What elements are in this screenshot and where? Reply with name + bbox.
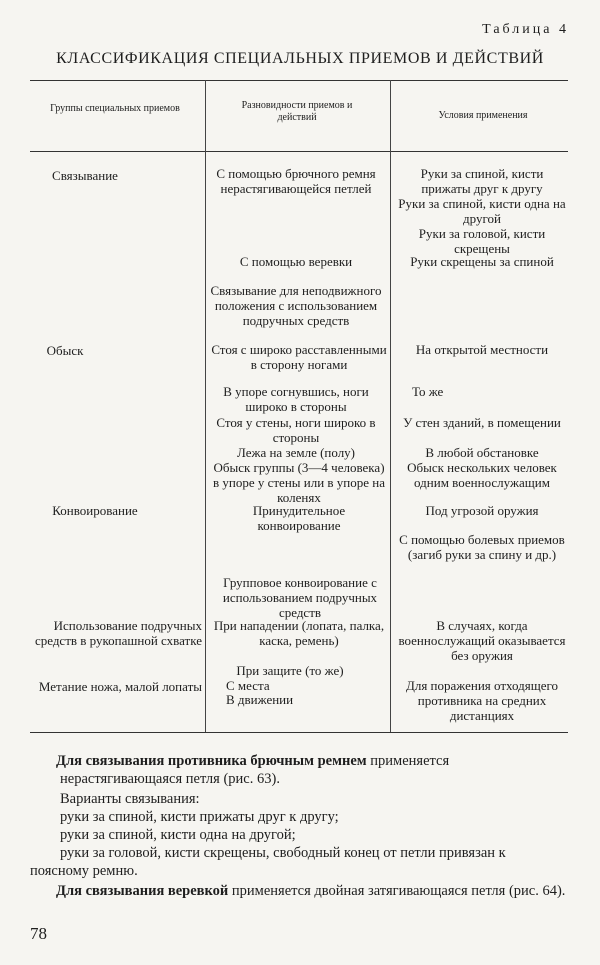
table-bottom-rule <box>30 732 568 733</box>
variant-attack: При нападении (лопата, палка, каска, ремень) <box>213 618 385 648</box>
paragraph-rope-binding-rest: применяется двойная затягивающаяся петля (рис. 64). <box>228 883 566 899</box>
table-number: Таблица 4 <box>482 22 569 37</box>
variant-belt-loop: С помощью брючного ремня нерастягивающейся петлей <box>216 166 376 196</box>
variant-lying: Лежа на земле (полу) <box>236 445 356 460</box>
condition-hands-behind-head: Руки за головой, кисти скрещены <box>418 226 546 256</box>
condition-open-terrain: На открытой местности <box>415 342 549 357</box>
condition-pain-holds: С помощью болевых приемов (загиб руки за спину и др.) <box>399 532 565 562</box>
variant-group-escort: Групповое конвоирование с использованием подручных средств <box>222 575 378 620</box>
table-top-rule <box>30 80 568 81</box>
group-binding: Связывание <box>52 168 118 183</box>
condition-same: То же <box>412 384 444 399</box>
variant-from-place: С места <box>226 678 270 693</box>
group-escort: Конвоирование <box>52 503 138 518</box>
page-number: 78 <box>30 924 47 943</box>
column-divider-2 <box>390 80 391 732</box>
variant-in-motion: В движении <box>226 692 294 707</box>
condition-any-situation: В любой обстановке <box>425 445 539 460</box>
variant-immobile: Связывание для неподвижного положения с использованием подручных средств <box>210 283 382 328</box>
variant-bent-support: В упоре согнувшись, ноги широко в стороны <box>223 384 369 414</box>
group-improvised-means: Использование подручных средств в рукопашной схватке <box>34 618 202 648</box>
condition-retreating-enemy: Для поражения отходящего противника на средних дистанциях <box>405 678 559 723</box>
paragraph-belt-binding-rest: применяется нерастягивающаяся петля (рис. 63). <box>60 753 450 787</box>
header-bottom-rule <box>30 151 568 152</box>
table-title: КЛАССИФИКАЦИЯ СПЕЦИАЛЬНЫХ ПРИЕМОВ И ДЕЙСТВИЙ <box>56 50 544 67</box>
condition-hands-one-on-other: Руки за спиной, кисти одна на другой <box>398 196 566 226</box>
variant-forced-escort: Принудительное конвоирование <box>252 503 346 533</box>
condition-hands-pressed: Руки за спиной, кисти прижаты друг к другу <box>420 166 544 196</box>
column-divider-1 <box>205 80 206 732</box>
condition-near-buildings: У стен зданий, в помещении <box>403 415 561 430</box>
condition-hands-crossed: Руки скрещены за спиной <box>410 254 554 269</box>
paragraph-belt-binding-bold: Для связывания противника брючным ремнем <box>56 753 367 769</box>
paragraph-rope-binding-bold: Для связывания веревкой <box>56 883 229 899</box>
paragraph-binding-variants: Варианты связывания: <box>60 791 200 807</box>
header-groups: Группы специальных приемов <box>50 103 180 114</box>
paragraph-belt-binding <box>56 752 568 788</box>
list-item-hands-one-on-other: руки за спиной, кисти одна на другой; <box>60 827 296 843</box>
paragraph-rope-binding <box>30 882 568 900</box>
header-conditions: Условия применения <box>438 110 528 121</box>
group-search: Обыск <box>46 343 84 358</box>
variant-group-search: Обыск группы (3—4 человека) в упоре у стены или в упоре на коленях <box>212 460 386 505</box>
header-variants: Разновидности приемов и действий <box>241 100 353 123</box>
group-knife-throwing: Метание ножа, малой лопаты <box>38 679 202 694</box>
condition-weapon-threat: Под угрозой оружия <box>425 503 539 518</box>
condition-unarmed: В случаях, когда военнослужащий оказывается без оружия <box>398 618 566 663</box>
variant-standing-wide: Стоя с широко расставленными в сторону ногами <box>211 342 387 372</box>
variant-rope: С помощью веревки <box>239 254 353 269</box>
list-item-hands-pressed: руки за спиной, кисти прижаты друг к другу; <box>60 809 339 825</box>
variant-at-wall: Стоя у стены, ноги широко в стороны <box>216 415 376 445</box>
list-item-hands-behind-head: руки за головой, кисти скрещены, свободный конец от петли привязан к поясному ремню. <box>30 845 506 879</box>
variant-defense: При защите (то же) <box>236 663 344 678</box>
condition-several-people: Обыск нескольких человек одним военнослужащим <box>407 460 557 490</box>
